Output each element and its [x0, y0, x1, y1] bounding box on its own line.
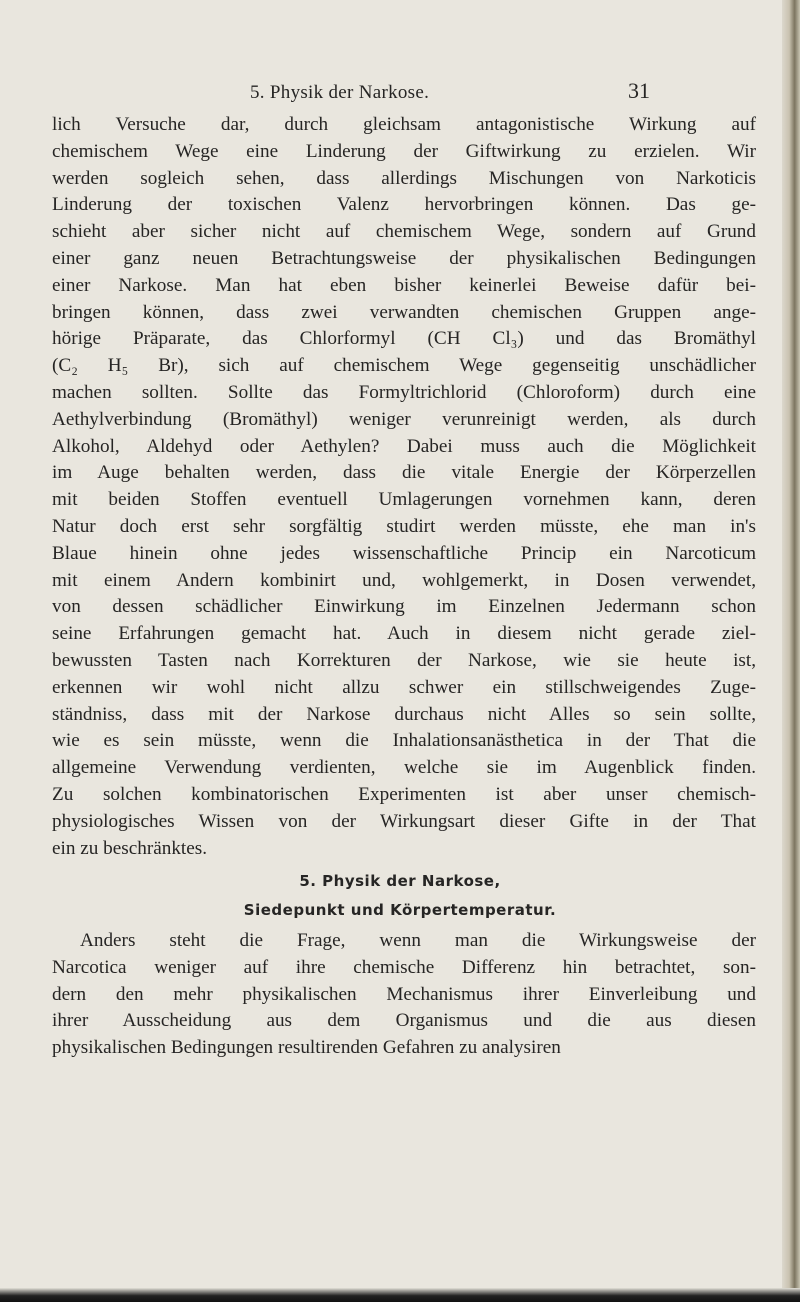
- text-line: Aethylverbindung (Bromäthyl) weniger verunreinigt werden, als durch: [52, 408, 756, 430]
- scan-bottom-edge: [0, 1288, 800, 1302]
- section-heading-line-2: Siedepunkt und Körpertemperatur.: [243, 901, 557, 919]
- text-line: wie es sein müsste, wenn die Inhalationsanästhetica in der That die: [52, 730, 756, 752]
- text-line: ein zu beschränktes.: [52, 837, 208, 859]
- text-line: (C₂ H₅ Br), sich auf chemischem Wege gegenseitig unschädlicher: [52, 355, 756, 377]
- text-line: werden sogleich sehen, dass allerdings Mischungen von Narkoticis: [52, 167, 756, 189]
- text-line: hörige Präparate, das Chlorformyl (CH Cl₃) und das Bromäthyl: [52, 328, 756, 350]
- text-line: Natur doch erst sehr sorgfältig studirt werden müsste, ehe man in's: [52, 515, 756, 537]
- text-line: im Auge behalten werden, dass die vitale Energie der Körperzellen: [52, 462, 756, 484]
- text-line: physiologisches Wissen von der Wirkungsart dieser Gifte in der That: [52, 810, 756, 832]
- text-line: mit einem Andern kombinirt und, wohlgemerkt, in Dosen verwendet,: [52, 569, 756, 591]
- text-line: ihrer Ausscheidung aus dem Organismus und die aus diesen: [52, 1010, 756, 1032]
- text-line: Blaue hinein ohne jedes wissenschaftliche Princip ein Narcoticum: [52, 542, 756, 564]
- text-line: bringen können, dass zwei verwandten chemischen Gruppen ange-: [52, 301, 756, 323]
- text-line: lich Versuche dar, durch gleichsam antagonistische Wirkung auf: [52, 114, 756, 135]
- text-line: seine Erfahrungen gemacht hat. Auch in diesem nicht gerade ziel-: [52, 623, 756, 645]
- text-line: allgemeine Verwendung verdienten, welche sie im Augenblick finden.: [52, 757, 756, 779]
- paragraph-2: [52, 928, 756, 1062]
- text-line: chemischem Wege eine Linderung der Giftwirkung zu erzielen. Wir: [52, 140, 756, 162]
- section-heading-line-1: 5. Physik der Narkose,: [299, 872, 501, 890]
- text-line: Zu solchen kombinatorischen Experimenten ist aber unser chemisch-: [52, 783, 756, 805]
- text-line: einer ganz neuen Betrachtungsweise der physikalischen Bedingungen: [52, 247, 756, 269]
- text-line: von dessen schädlicher Einwirkung im Einzelnen Jedermann schon: [52, 596, 756, 618]
- text-line: Anders steht die Frage, wenn man die Wirkungsweise der: [80, 930, 756, 951]
- running-head: [0, 78, 800, 106]
- text-line: dern den mehr physikalischen Mechanismus ihrer Einverleibung und: [52, 983, 756, 1005]
- running-head-title: 5. Physik der Narkose.: [250, 82, 430, 103]
- paragraph-1: [52, 112, 756, 862]
- text-line: machen sollten. Sollte das Formyltrichlorid (Chloroform) durch eine: [52, 381, 756, 403]
- text-line: Alkohol, Aldehyd oder Aethylen? Dabei muss auch die Möglichkeit: [52, 435, 756, 457]
- page-edge: [782, 0, 800, 1302]
- text-line: einer Narkose. Man hat eben bisher keinerlei Beweise dafür bei-: [52, 274, 756, 296]
- text-line: bewussten Tasten nach Korrekturen der Narkose, wie sie heute ist,: [52, 649, 756, 671]
- text-line: mit beiden Stoffen eventuell Umlagerungen vornehmen kann, deren: [52, 489, 756, 511]
- text-line: Linderung der toxischen Valenz hervorbringen können. Das ge-: [52, 194, 756, 216]
- text-line: ständniss, dass mit der Narkose durchaus nicht Alles so sein sollte,: [52, 703, 756, 725]
- text-line: schieht aber sicher nicht auf chemischem Wege, sondern auf Grund: [52, 221, 756, 243]
- page-number: 31: [628, 78, 650, 103]
- text-line: physikalischen Bedingungen resultirenden Gefahren zu analysiren: [52, 1037, 561, 1059]
- text-line: erkennen wir wohl nicht allzu schwer ein stillschweigendes Zuge-: [52, 676, 756, 698]
- text-line: Narcotica weniger auf ihre chemische Differenz hin betrachtet, son-: [52, 956, 756, 978]
